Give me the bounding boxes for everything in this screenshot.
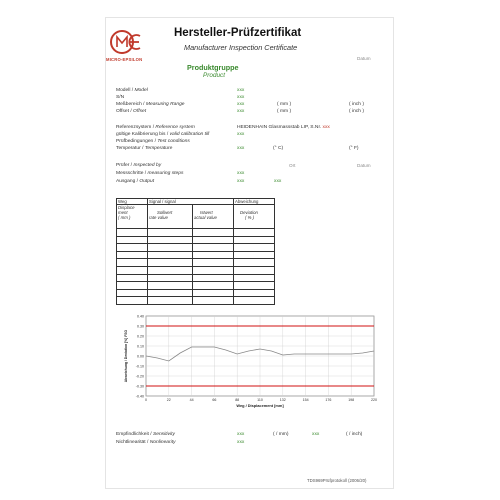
offset-unit-inch: ( inch ) [349,109,364,114]
table-cell [193,282,234,290]
table-cell [234,289,275,297]
table-cell [148,259,193,267]
table-cell [193,266,234,274]
table-cell [148,244,193,252]
table-cell [117,259,148,267]
x-tick-label: 220 [371,398,377,402]
table-cell [234,229,275,237]
offset-unit-mm: ( mm ) [277,109,292,114]
table-cell [148,282,193,290]
table-cell [234,259,275,267]
x-tick-label: 0 [145,398,147,402]
y-tick-label: -0.20 [135,374,144,379]
table-row [117,236,275,244]
table-cell [117,274,148,282]
range-unit-inch: ( inch ) [349,102,364,107]
sn-label: S/N [116,95,125,100]
nonlinearity-label: Nichtlinearität / Nonlinearity [116,440,176,445]
x-tick-label: 132 [279,398,286,402]
sensitivity-label: Empfindlichkeit / Sensitivity [116,432,175,437]
col-displacement-sub: Displace ment ( mm ) [117,205,148,229]
table-cell [193,259,234,267]
col-rate-sub: Sollwert rate value [148,205,193,229]
table-cell [234,236,275,244]
table-cell [234,274,275,282]
y-tick-label: 0.00 [137,354,144,359]
col-deviation-sub: Deviation ( % ) [234,205,275,229]
logo-text: MICRO-EPSILON [106,57,143,62]
model-value: xxx [237,88,245,93]
table-cell [193,251,234,259]
certificate-title: Hersteller-Prüfzertifikat [174,27,302,39]
table-cell [193,297,234,305]
document-reference: TDS969Prüfprotokoll (2006/20) [307,478,367,483]
product-group-label: Produktgruppe [187,63,239,72]
temperature-value: xxx [237,146,245,151]
table-cell [193,236,234,244]
table-cell [193,274,234,282]
range-label: Meßbereich / Measuring Range [116,102,185,107]
table-cell [234,266,275,274]
table-cell [234,244,275,252]
table-cell [117,266,148,274]
x-tick-label: 176 [325,398,332,402]
table-row [117,289,275,297]
table-cell [117,297,148,305]
micro-epsilon-logo-icon [108,28,146,56]
sensitivity-value-inch: xxx [312,432,320,437]
table-cell [148,297,193,305]
steps-value: xxx [237,171,245,176]
y-tick-label: -0.10 [135,364,144,369]
table-row [117,282,275,290]
temperature-unit-c: (° C) [273,146,284,151]
range-unit-mm: ( mm ) [277,102,292,107]
datum-label-top: Datum [357,56,371,61]
sensitivity-value-mm: xxx [237,432,245,437]
x-tick-label: 22 [166,398,171,402]
table-cell [117,251,148,259]
x-tick-label: 88 [235,398,240,402]
deviation-chart [116,312,382,416]
offset-label: Offset / Offset [116,109,147,114]
x-tick-label: 198 [348,398,355,402]
temperature-unit-f: (° F) [349,146,359,151]
temperature-label: Temperatur / Temperature [116,146,173,151]
table-cell [148,251,193,259]
steps-label: Messschritte / measuring steps [116,171,184,176]
col-deviation-header: Abweichung [234,199,275,205]
conditions-label: Prüfbedingungen / Test conditions [116,139,190,144]
y-tick-label: 0.30 [137,324,144,329]
y-tick-label: -0.40 [135,394,144,399]
output-label: Ausgang / Output [116,179,155,184]
certificate-subtitle: Manufacturer Inspection Certificate [184,43,298,52]
table-row [117,229,275,237]
col-displacement-header: Weg [117,199,148,205]
nonlinearity-value: xxx [237,440,245,445]
sensitivity-unit-inch: ( / inch) [346,432,363,437]
table-cell [148,236,193,244]
table-cell [193,289,234,297]
table-cell [117,229,148,237]
table-cell [117,282,148,290]
y-tick-label: 0.10 [137,344,144,349]
datum-label: Datum [357,163,371,168]
table-row [117,251,275,259]
y-tick-label: 0.20 [137,334,144,339]
x-axis-label: Weg / Displacement [mm] [236,403,284,408]
calibration-label: gültige Kalibrierung bis / valid calibration till [116,132,210,137]
x-tick-label: 44 [189,398,194,402]
table-row [117,244,275,252]
x-tick-label: 110 [257,398,263,402]
inspector-label: Prüfer / Inspected by [116,163,162,168]
col-actual-sub: Istwert actual value [193,205,234,229]
y-tick-label: 0.40 [137,314,144,319]
y-axis-label: Abweichung / Deviation [%] FSO [124,329,128,383]
x-tick-label: 154 [302,398,309,402]
table-cell [234,282,275,290]
calibration-value: xxx [237,132,245,137]
table-cell [148,229,193,237]
output-value: xxx [237,179,245,184]
ort-label: Ort [289,163,296,168]
product-label: Product [203,72,226,79]
table-cell [193,244,234,252]
table-row [117,266,275,274]
x-tick-label: 66 [212,398,217,402]
table-row [117,259,275,267]
col-signal-header: Signal / signal [148,199,234,205]
table-cell [148,266,193,274]
model-label: Modell / Model [116,88,148,93]
table-row [117,274,275,282]
refsys-value: HEIDENHAIN Glasmassstab LIP, S.Nr. xxx [237,125,330,130]
sn-value: xxx [237,95,245,100]
table-row [117,297,275,305]
range-value: xxx [237,102,245,107]
sensitivity-unit-mm: ( / mm) [273,432,289,437]
table-cell [193,229,234,237]
table-cell [148,274,193,282]
table-cell [234,251,275,259]
table-cell [234,297,275,305]
table-cell [148,289,193,297]
table-cell [117,244,148,252]
measurement-table [116,198,275,305]
refsys-label: Referenzsystem / Reference system [116,125,195,130]
y-tick-label: -0.30 [135,384,144,389]
table-cell [117,289,148,297]
offset-value: xxx [237,109,245,114]
table-cell [117,236,148,244]
output-value-2: xxx [274,179,282,184]
